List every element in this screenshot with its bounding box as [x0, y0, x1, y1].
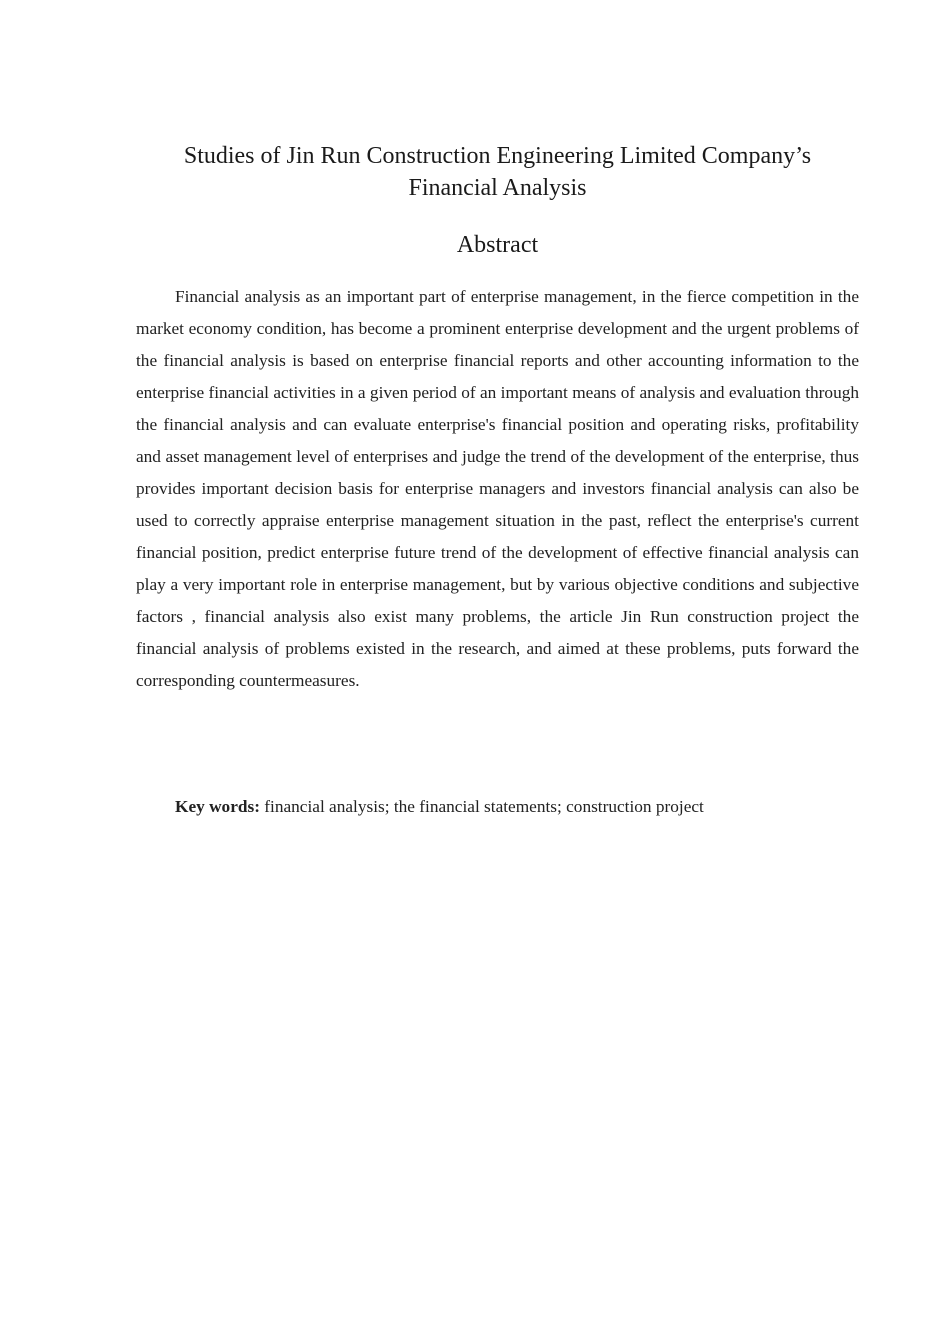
title-line-1: Studies of Jin Run Construction Engineering Limited Company’s	[183, 143, 812, 169]
document-title	[120, 140, 875, 204]
keywords-text: financial analysis; the financial statements; construction project	[259, 797, 704, 816]
keywords-line	[175, 793, 865, 821]
abstract-body: Financial analysis as an important part of enterprise management, in the fierce competition in the market economy condition, has become a prominent enterprise development and the urgent problems of the financial analysis is based on enterprise financial reports and other accounting information to the enterprise financial activities in a given period of an important means of analysis and evaluation through the financial analysis and can evaluate enterprise's financial position and operating risks, profitability and asset management level of enterprises and judge the trend of the development of the enterprise, thus provides important decision basis for enterprise managers and investors financial analysis can also be used to correctly appraise enterprise management situation in the past, reflect the enterprise's current financial position, predict enterprise future trend of the development of effective financial analysis can play a very important role in enterprise management, but by various objective conditions and subjective factors , financial analysis also exist many problems, the article Jin Run construction project the financial analysis of problems existed in the research, and aimed at these problems, puts forward the corresponding countermeasures.	[136, 287, 859, 690]
title-line-2: Financial Analysis	[408, 175, 587, 201]
keywords-label: Key words:	[175, 797, 260, 816]
abstract-heading: Abstract	[456, 232, 539, 258]
